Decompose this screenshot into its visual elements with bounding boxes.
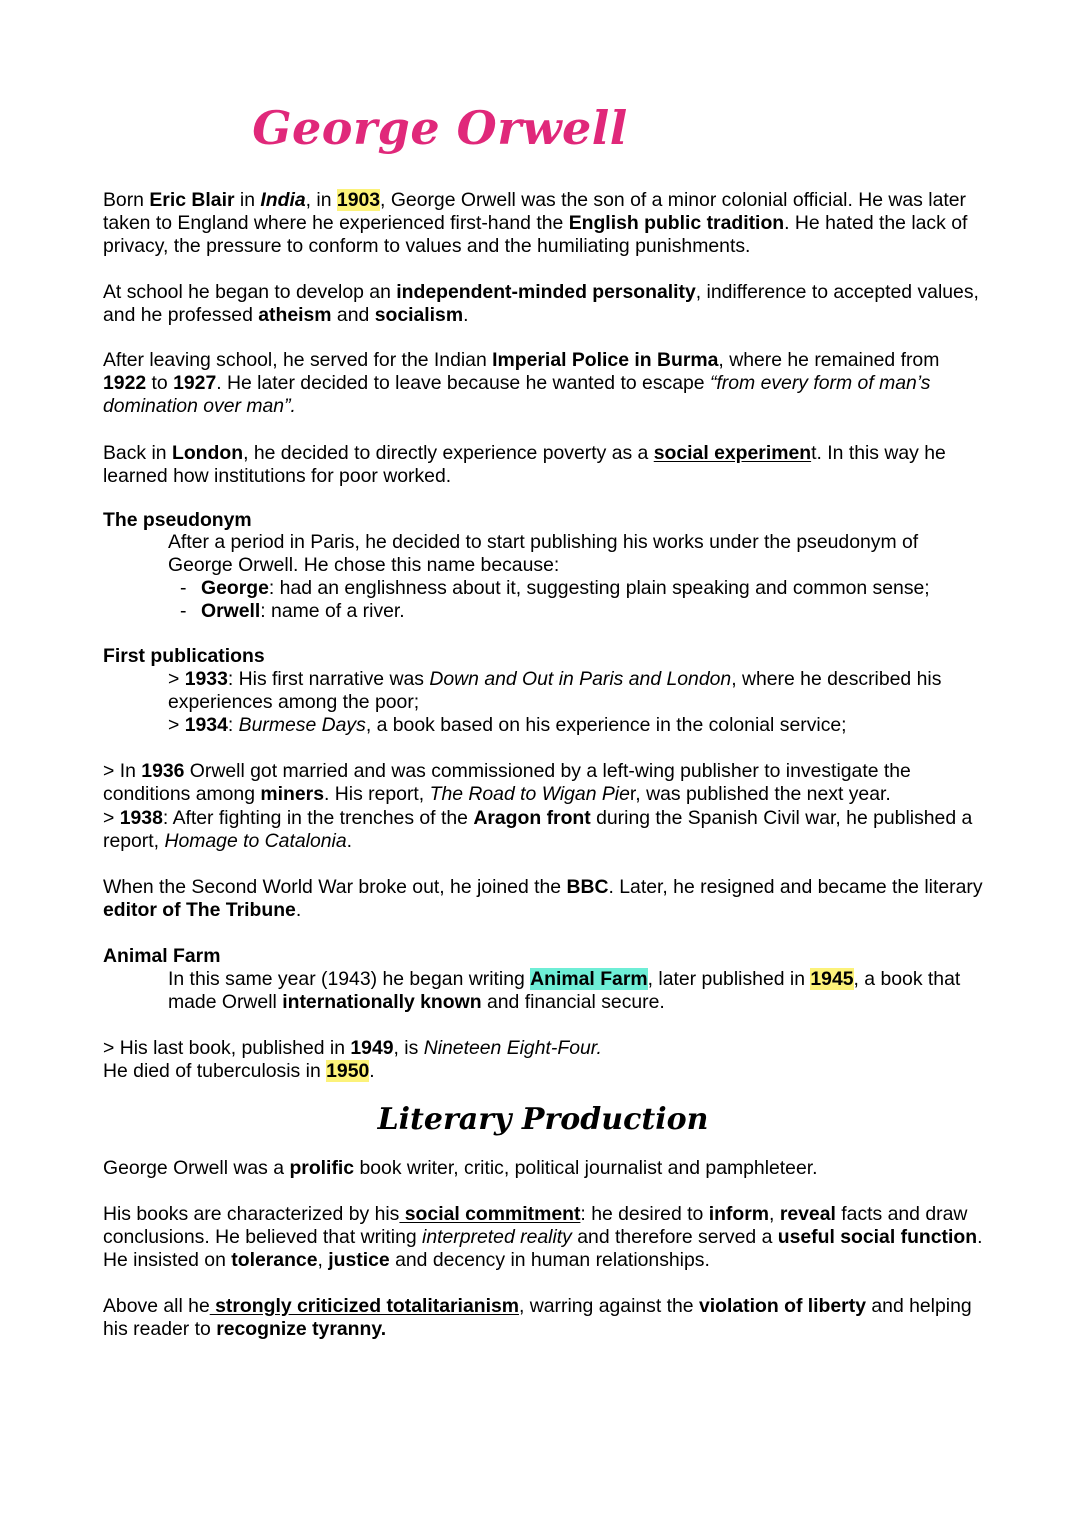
heading-first-publications: First publications — [103, 645, 265, 667]
heading-pseudonym: The pseudonym — [103, 509, 252, 531]
paragraph-1936: > In 1936 Orwell got married and was commissioned by a left-wing publisher to investigate the conditions among miners. His report, The Road to Wigan Pier, was published the next year. — [103, 760, 911, 805]
heading-animal-farm: Animal Farm — [103, 945, 221, 967]
paragraph-prolific: George Orwell was a prolific book writer, critic, political journalist and pamphleteer. — [103, 1157, 818, 1179]
paragraph-last-book: > His last book, published in 1949, is Nineteen Eight-Four. — [103, 1037, 602, 1059]
paragraph-bbc: When the Second World War broke out, he joined the BBC. Later, he resigned and became the literary editor of The Tribune. — [103, 876, 983, 921]
paragraph-pseudonym: After a period in Paris, he decided to start publishing his works under the pseudonym of George Orwell. He chose this name because: — [168, 531, 919, 576]
list-item: - Orwell: name of a river. — [180, 600, 405, 622]
highlight-year-1950: 1950 — [326, 1060, 370, 1082]
highlight-year-1903: 1903 — [336, 189, 381, 211]
paragraph-commitment: His books are characterized by his social commitment: he desired to inform, reveal facts and draw conclusions. He believed that writing interpreted reality and therefore served a useful social function. He insisted on tolerance, justice and decency in human relationships. — [103, 1203, 983, 1271]
paragraph-burma: After leaving school, he served for the Indian Imperial Police in Burma, where he remained from 1922 to 1927. He later decided to leave because he wanted to escape “from every form of man’s domination over man”. — [103, 349, 940, 417]
paragraph-animal-farm: In this same year (1943) he began writing Animal Farm, later published in 1945, a book that made Orwell internationally known and financial secure. — [168, 968, 961, 1013]
paragraph-1938: > 1938: After fighting in the trenches of the Aragon front during the Spanish Civil war, he published a report, Homage to Catalonia. — [103, 807, 973, 852]
section-title-literary-production: Literary Production — [377, 1102, 709, 1137]
list-item: - George: had an englishness about it, suggesting plain speaking and common sense; — [180, 577, 930, 599]
highlight-animal-farm: Animal Farm — [530, 968, 648, 990]
paragraph-school: At school he began to develop an independent-minded personality, indifference to accepted values, and he professed atheism and socialism. — [103, 281, 979, 326]
paragraph-birth: Born Eric Blair in India, in 1903, George Orwell was the son of a minor colonial official. He was later taken to England where he experienced first-hand the English public tradition. He hated the lack of privacy, the pressure to conform to values and the humiliating punishments. — [103, 189, 968, 257]
page-title: George Orwell — [252, 101, 628, 155]
list-item: > 1933: His first narrative was Down and Out in Paris and London, where he described his experiences among the poor; — [168, 668, 942, 713]
list-item: > 1934: Burmese Days, a book based on his experience in the colonial service; — [168, 714, 847, 736]
paragraph-london: Back in London, he decided to directly experience poverty as a social experiment. In this way he learned how institutions for poor worked. — [103, 442, 946, 487]
paragraph-totalitarianism: Above all he strongly criticized totalitarianism, warring against the violation of liberty and helping his reader to recognize tyranny. — [103, 1295, 972, 1340]
highlight-year-1945: 1945 — [810, 968, 854, 990]
paragraph-death: He died of tuberculosis in 1950. — [103, 1060, 375, 1082]
